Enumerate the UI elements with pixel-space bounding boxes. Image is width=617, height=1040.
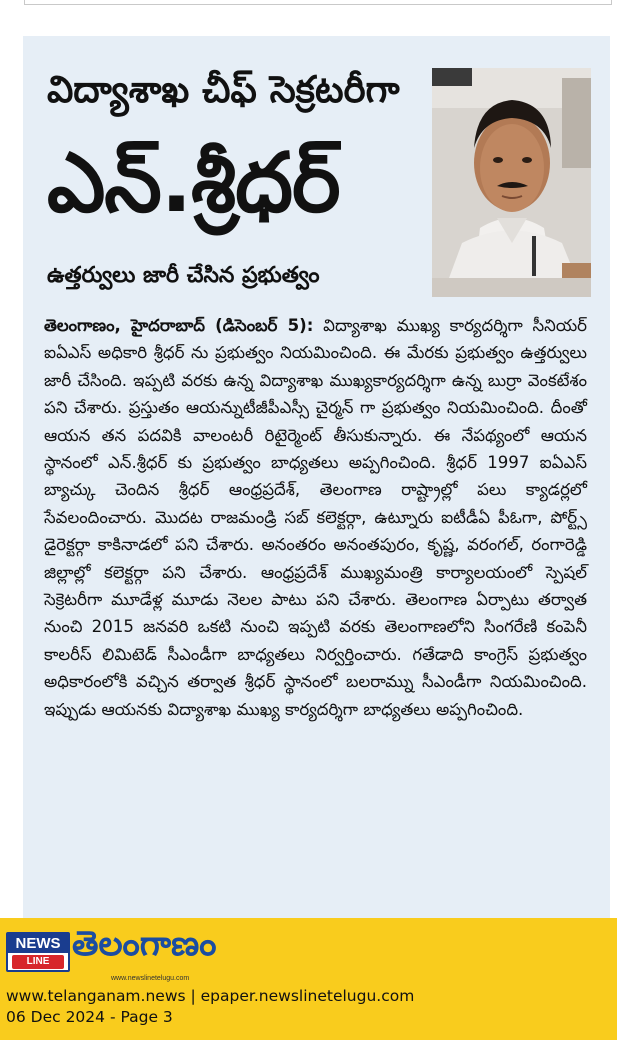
logo-line-text: LINE — [12, 955, 64, 969]
footer-links[interactable]: www.telanganam.news | epaper.newslinetelugu.com — [6, 987, 415, 1005]
page-info: 06 Dec 2024 - Page 3 — [6, 1008, 173, 1026]
portrait-illustration — [432, 68, 591, 297]
previous-article-edge — [24, 0, 612, 5]
headline-line2: ఎన్.శ్రీధర్ — [47, 136, 340, 231]
logo-title: తెలంగాణం — [72, 924, 217, 964]
headline-line1: విద్యాశాఖ చీఫ్ సెక్రటరీగా — [47, 68, 400, 111]
logo-url: www.newslinetelugu.com — [111, 975, 190, 982]
article-body-text: విద్యాశాఖ ముఖ్య కార్యదర్శిగా సీనియర్ ఐఏఎస్ అధికారి శ్రీధర్ ను ప్రభుత్వం నియమించింది. ఈ మేరకు ప్రభుత్వం ఉత్తర్వులు జారీ చేసింది. ఇప్పటి వరకు ఉన్న విద్యాశాఖ ముఖ్యకార్యదర్శిగా ఉన్న బుర్రా వెంకటేశం పని చేశారు. ప్రస్తుతం ఆయన్నుటీజీపీఎస్సీ చైర్మన్ గా ప్రభుత్వం నియమించింది. దీంతో ఆయన తన పదవికి వాలంటరీ రిటైర్మెంట్ తీసుకున్నారు. ఈ నేపథ్యంలో ఆయన స్థానంలో ఎన్.శ్రీధర్ కు ప్రభుత్వం బాధ్యతలు అప్పగించింది. శ్రీధర్ 1997 ఐఏఎస్ బ్యాచ్కు చెందిన శ్రీధర్ ఆంధ్రప్రదేశ్, తెలంగాణ రాష్ట్రాల్లో పలు క్యాడర్లలో సేవలందించారు. మొదట రాజమండ్రి సబ్ కలెక్టర్గా, ఉట్నూరు ఐటీడీఏ పీఓగా, పోర్ట్స్ డైరెక్టర్గా కాకినాడలో పని చేశారు. అనంతరం అనంతపురం, కృష్ణ, వరంగల్, రంగారెడ్డి జిల్లాల్లో కలెక్టర్గా పని చేశారు. ఆంధ్రప్రదేశ్ ముఖ్యమంత్రి కార్యాలయంలో స్పెషల్ సెక్రెటరీగా మూడేళ్ల మూడు నెలల పాటు పని చేశారు. తెలంగాణ ఏర్పాటు తర్వాత నుంచి 2015 జనవరి ఒకటి నుంచి ఇప్పటి వరకు తెలంగాణలోని సింగరేణి కంపెనీ కాలరీస్ లిమిటెడ్ సీఎండీగా బాధ్యతలు నిర్వర్తించారు. గతేడాది కాంగ్రెస్ ప్రభుత్వం అధికారంలోకి వచ్చిన తర్వాత శ్రీధర్ స్థానంలో బలరామ్ను సీఎండీగా నియమించింది. ఇప్పుడు ఆయనకు విద్యాశాఖ ముఖ్య కార్యదర్శిగా బాధ్యతలు అప్పగించింది. — [44, 316, 587, 719]
newsline-badge — [6, 932, 70, 972]
newsline-logo[interactable] — [6, 924, 246, 986]
article-body — [44, 312, 587, 723]
dateline: తెలంగాణం, హైదరాబాద్ (డిసెంబర్ 5): — [44, 316, 314, 335]
footer-bar — [0, 918, 617, 1040]
subheadline: ఉత్తర్వులు జారీ చేసిన ప్రభుత్వం — [47, 263, 320, 288]
logo-news-text: NEWS — [8, 934, 68, 953]
portrait-photo — [432, 68, 591, 297]
